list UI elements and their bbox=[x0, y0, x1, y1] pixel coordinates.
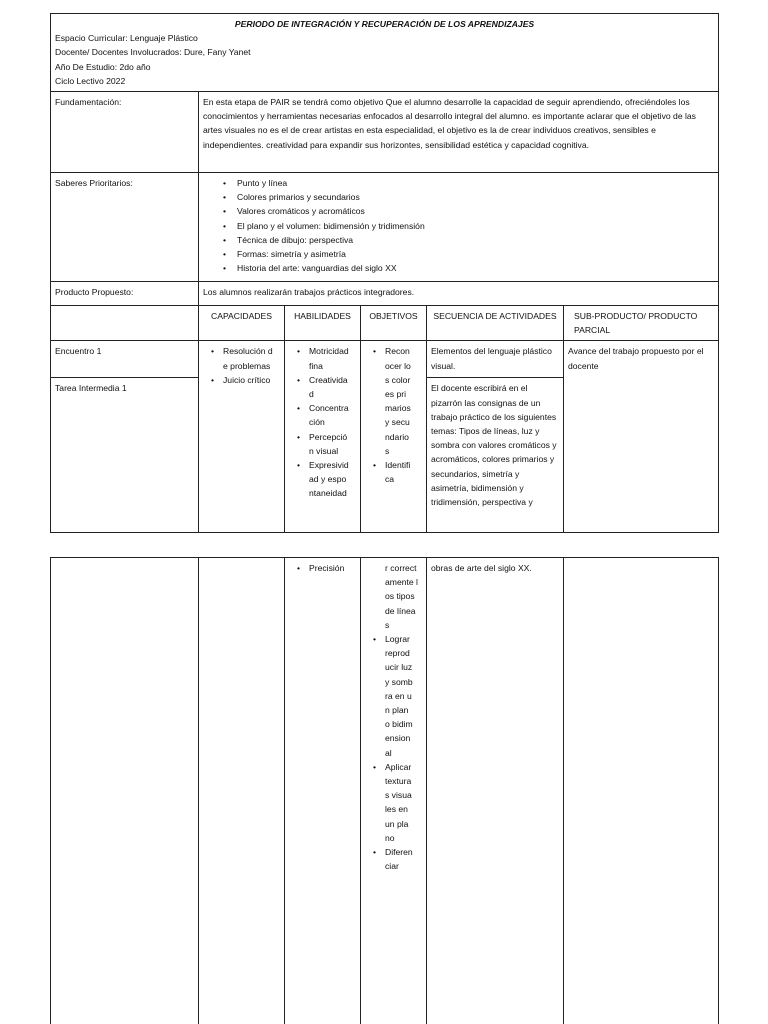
col-header-habilidades: HABILIDADES bbox=[285, 306, 361, 341]
subproducto-cell: Avance del trabajo propuesto por el docente bbox=[564, 341, 719, 533]
list-item: • Creatividad bbox=[295, 373, 356, 401]
list-item: • Valores cromáticos y acromáticos bbox=[203, 204, 714, 218]
list-item: • Formas: simetría y asimetría bbox=[203, 247, 714, 261]
list-item: • Resolución de problemas bbox=[209, 344, 280, 372]
list-item: • Expresividad y espontaneidad bbox=[295, 458, 356, 501]
col-header-secuencia: SECUENCIA DE ACTIVIDADES bbox=[427, 306, 564, 341]
list-item: • Concentración bbox=[295, 401, 356, 429]
list-item: • Identifica bbox=[371, 458, 422, 486]
habilidades-cont-cell bbox=[285, 558, 361, 1024]
list-item: • Motricidad fina bbox=[295, 344, 356, 372]
list-item: • Diferenciar bbox=[371, 845, 422, 873]
empty-header-cell bbox=[51, 306, 199, 341]
producto-label: Producto Propuesto: bbox=[51, 282, 199, 306]
planning-table-page-2 bbox=[50, 557, 719, 1024]
header-line-espacio: Espacio Curricular: Lenguaje Plástico bbox=[55, 33, 198, 44]
secuencia-tarea: El docente escribirá en el pizarrón las consignas de un trabajo práctico de los siguientes temas: Tipos de líneas, luz y sombra con valores cromáticos y acromáticos, colores primarios y secundarios, simetría y asimetría, bidimensión y tridimensión, perspectiva y bbox=[427, 378, 564, 533]
objetivos-cell bbox=[361, 341, 427, 533]
empty-cell bbox=[564, 558, 719, 1024]
list-item: • Precisión bbox=[295, 561, 356, 575]
secuencia-cont-cell: obras de arte del siglo XX. bbox=[427, 558, 564, 1024]
list-item: • Punto y línea bbox=[203, 176, 714, 190]
capacidades-cell bbox=[199, 341, 285, 533]
objetivos-cont-list bbox=[365, 632, 422, 873]
saberes-label: Saberes Prioritarios: bbox=[51, 173, 199, 282]
list-item: • Aplicar texturas visuales en un plano bbox=[371, 760, 422, 845]
capacidades-list bbox=[203, 344, 280, 387]
fundamentacion-text: En esta etapa de PAIR se tendrá como objetivo Que el alumno desarrolle la capacidad de seguir aprendiendo, ofreciéndoles los conocimientos y herramientas necesarias enfocados al desarrollo integral del alumno. es importante aclarar que el objetivo de las artes visuales no es el de crear artistas en esta especialidad, el objetivo es la de crear individuos creativos, sensibles e independientes. creatividad para expandir sus horizontes, sensibilidad estética y capacidad cognitiva. bbox=[199, 92, 719, 173]
col-header-capacidades: CAPACIDADES bbox=[199, 306, 285, 341]
list-item: • Lograr reproducir luz y sombra en un plano bidimensional bbox=[371, 632, 422, 760]
col-header-objetivos: OBJETIVOS bbox=[361, 306, 427, 341]
list-item: • Percepción visual bbox=[295, 430, 356, 458]
list-item: • El plano y el volumen: bidimensión y tridimensión bbox=[203, 219, 714, 233]
objetivos-cont-text: r correctamente los tipos de líneas bbox=[385, 563, 418, 630]
secuencia-encuentro: Elementos del lenguaje plástico visual. bbox=[427, 341, 564, 378]
objetivos-cont-cell bbox=[361, 558, 427, 1024]
list-item: • Reconocer los colores primarios y secundarios bbox=[371, 344, 422, 458]
page-title: PERIODO DE INTEGRACIÓN Y RECUPERACIÓN DE LOS APRENDIZAJES bbox=[234, 19, 535, 29]
list-item: • Juicio crítico bbox=[209, 373, 280, 387]
habilidades-list bbox=[289, 344, 356, 500]
col-header-subproducto: SUB-PRODUCTO/ PRODUCTO PARCIAL bbox=[564, 306, 719, 341]
fundamentacion-label: Fundamentación: bbox=[51, 92, 199, 173]
list-item: • Historia del arte: vanguardias del siglo XX bbox=[203, 261, 714, 275]
objetivos-list bbox=[365, 344, 422, 486]
header-line-anio: Año De Estudio: 2do año bbox=[55, 61, 151, 72]
list-item: • Colores primarios y secundarios bbox=[203, 190, 714, 204]
row-label-tarea: Tarea Intermedia 1 bbox=[51, 378, 199, 533]
habilidades-cont-list bbox=[289, 561, 356, 575]
habilidades-cell bbox=[285, 341, 361, 533]
saberes-cell bbox=[199, 173, 719, 282]
saberes-list bbox=[203, 176, 714, 275]
empty-cell bbox=[199, 558, 285, 1024]
row-label-encuentro: Encuentro 1 bbox=[51, 341, 199, 378]
planning-table-page-1 bbox=[50, 13, 719, 533]
header-line-ciclo: Ciclo Lectivo 2022 bbox=[55, 75, 126, 86]
list-item: • Técnica de dibujo: perspectiva bbox=[203, 233, 714, 247]
header-line-docente: Docente/ Docentes Involucrados: Dure, Fany Yanet bbox=[55, 47, 251, 58]
empty-cell bbox=[51, 558, 199, 1024]
producto-text: Los alumnos realizarán trabajos prácticos integradores. bbox=[199, 282, 719, 306]
header-cell bbox=[51, 14, 719, 92]
